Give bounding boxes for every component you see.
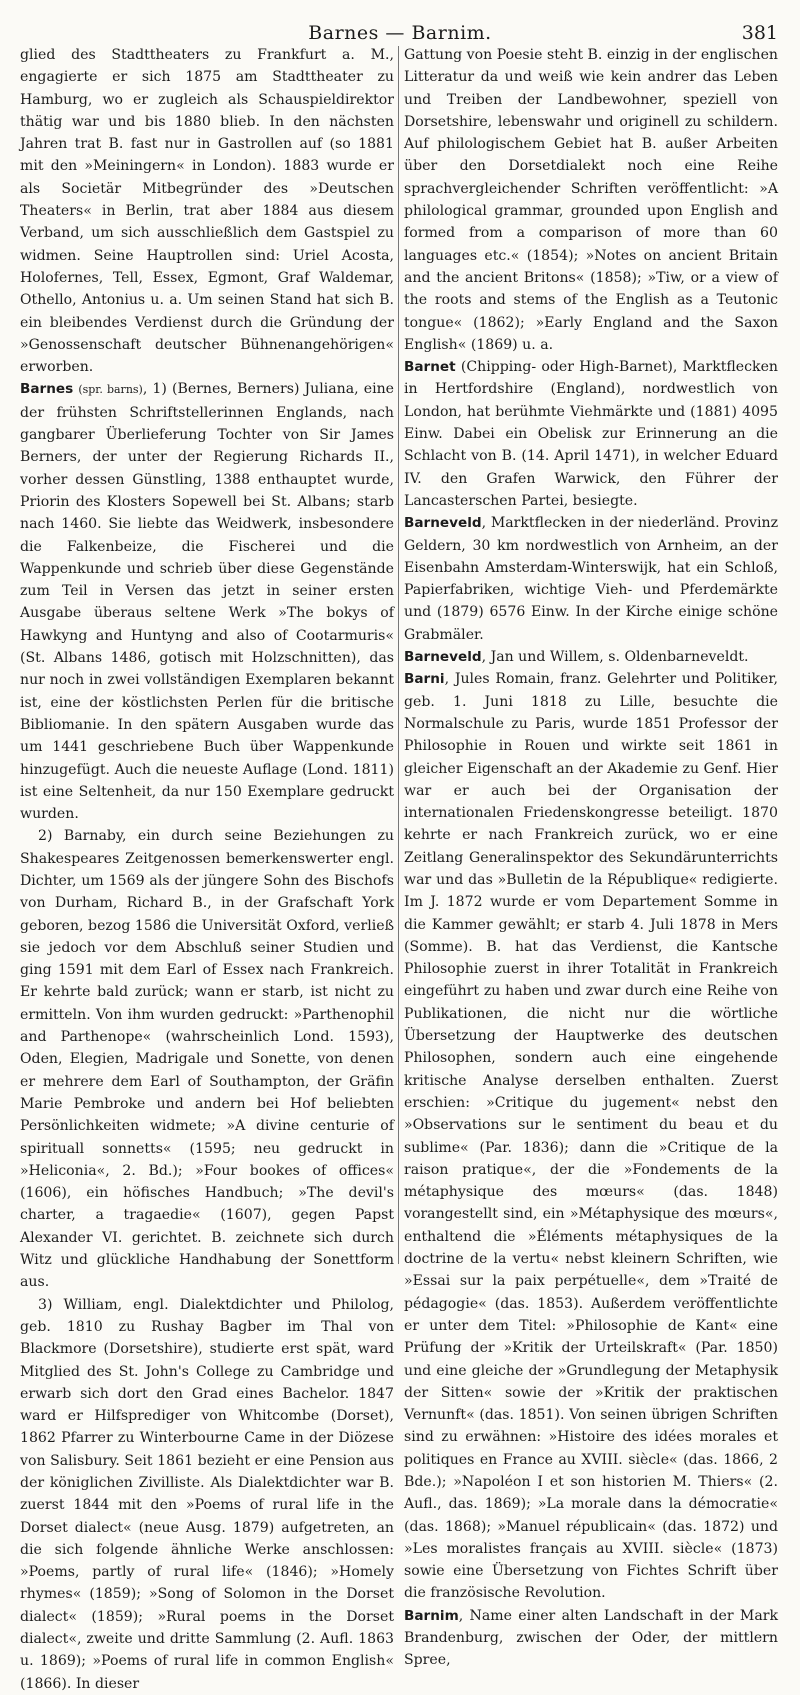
column-divider [398,46,399,1264]
entry-headword: Barnim [404,1607,459,1624]
entry-text: , Jules Romain, franz. Gelehrter und Politiker, geb. 1. Juni 1818 zu Lille, besuchte die Normalschule zu Paris, wurde 1851 Professor der Philosophie in Rouen und wirkte seit 1861 in gleicher Eigenschaft an der Akademie zu Genf. Hier war er auch bei der Organisation der internationalen Friedenskongresse beteiligt. 1870 kehrte er nach Frankreich zurück, wo er eine Zeitlang Generalinspektor des Sekundärunterrichts war und das »Bulletin de la République« redigierte. Im J. 1872 wurde er vom Departement Somme in die Kammer gewählt; er starb 4. Juli 1878 in Mers (Somme). B. hat das Verdienst, die Kantsche Philosophie zuerst in ihrer Totalität in Frankreich eingeführt zu haben und zwar durch eine Reihe von Publikationen, die nicht nur die wörtliche Übersetzung der Hauptwerke des deutschen Philosophen, sondern auch eine eingehende kritische Analyse derselben enthalten. Zuerst erschien: »Critique du jugement« nebst den »Observations sur le sentiment du beau et du sublime« (Par. 1836); dann die »Critique de la raison pratique«, der die »Fondements de la métaphysique des mœurs« (das. 1848) vorangestellt sind, ein »Métaphysique des mœurs«, enthaltend die »Éléments métaphysiques de la doctrine de la vertu« nebst kleinern Schriften, wie »Essai sur la paix perpétuelle«, dem »Traité de pédagogie« (das. 1853). Außerdem veröffentlichte er unter dem Titel: »Philosophie de Kant« eine Prüfung der »Kritik der Urteilskraft« (Par. 1850) und eine gleiche der »Grundlegung der Metaphysik der Sitten« sowie der »Kritik der praktischen Vernunft« (das. 1851). Von seinen übrigen Schriften sind zu erwähnen: »Histoire des idées morales et politiques en France au XVIII. siècle« (das. 1866, 2 Bde.); »Napoléon I et son historien M. Thiers« (2. Aufl., das. 1869); »La morale dans la démocratie« (das. 1868); »Manuel républicain« (das. 1872) und »Les moralistes français au XVIII. siècle« (1873) sowie eine Übersetzung von Fichtes Schrift über die französische Revolution. [404,671,778,1602]
entry-text: , 1) (Bernes, Berners) Juliana, eine der frühsten Schriftstellerinnen Englands, nach gangbarer Überlieferung Tochter von Sir James Berners, der unter der Regierung Richards II., vorher dessen Günstling, 1388 enthauptet wurde, Priorin des Klosters Sopewell bei St. Albans; starb nach 1460. Sie liebte das Weidwerk, insbesondere die Falkenbeize, die Fischerei und die Wappenkunde und schrieb über diese Gegenstände zum Teil in Versen das jetzt in seiner ersten Ausgabe überaus seltene Werk »The bokys of Hawkyng and Huntyng and also of Cootarmuris« (St. Albans 1486, gotisch mit Holzschnitten), das nur noch in zwei vollständigen Exemplaren bekannt ist, eine der köstlichsten Perlen für die britische Bibliomanie. In den spätern Ausgaben wurde das um 1441 geschriebene Buch über Wappenkunde hinzugefügt. Auch die neueste Auflage (Lond. 1811) ist eine Seltenheit, da nur 150 Exemplare gedruckt wurden. [20,381,394,823]
entry-headword: Barneveld [404,649,482,666]
dictionary-entry [404,646,778,668]
entry-text: (Chipping- oder High-Barnet), Marktflecken in Hertfordshire (England), nordwestlich von London, hat berühmte Viehmärkte und (1881) 4095 Einw. Dabei ein Obelisk zur Erinnerung an die Schlacht von B. (14. April 1471), in welcher Eduard IV. den Grafen Warwick, den Führer der Lancasterschen Partei, besiegte. [404,359,778,509]
page-title: Barnes — Barnim. [308,22,492,44]
entry-text: , Name einer alten Landschaft in der Mark Brandenburg, zwischen der Oder, der mittlern Spree, [404,1607,778,1669]
entry-text: , Marktflecken in der niederländ. Provinz Geldern, 30 km nordwestlich von Arnheim, an der Eisenbahn Amsterdam-Winterswijk, hat ein Schloß, Papierfabriken, wichtige Vieh- und Pferdemärkte und (1879) 6576 Einw. In der Kirche einige schöne Grabmäler. [404,515,778,643]
dictionary-entry [404,356,778,512]
entry-text: glied des Stadttheaters zu Frankfurt a. M., engagierte er sich 1875 am Stadttheater zu Hamburg, wo er zugleich als Schauspieldirektor thätig war und bis 1880 blieb. In den nächsten Jahren trat B. fast nur in Gastrollen auf (so 1881 mit den »Meiningern« in London). 1883 wurde er als Societär Mitbegründer des »Deutschen Theaters« in Berlin, trat aber 1884 aus diesem Verband, um sich ausschließlich dem Gastspiel zu widmen. Seine Hauptrollen sind: Uriel Acosta, Holofernes, Tell, Essex, Egmont, Graf Waldemar, Othello, Antonius u. a. Um seinen Stand hat sich B. ein bleibendes Verdienst durch die Gründung der »Genossenschaft deutscher Bühnenangehörigen« erworben. [20,47,394,376]
entry-text: 2) Barnaby, ein durch seine Beziehungen zu Shakespeares Zeitgenossen bemerkenswerter engl. Dichter, um 1569 als der jüngere Sohn des Bischofs von Durham, Richard B., in der Grafschaft York geboren, bezog 1586 die Universität Oxford, verließ sie jedoch vor dem Abschluß seiner Studien und ging 1591 mit dem Earl of Essex nach Frankreich. Er kehrte bald zurück; wann er starb, ist nicht zu ermitteln. Von ihm wurden gedruckt: »Parthenophil and Parthenope« (wahrscheinlich Lond. 1593), Oden, Elegien, Madrigale und Sonette, von denen er mehrere dem Earl of Southampton, der Gräfin Marie Pembroke und andern bei Hof beliebten Persönlichkeiten widmete; »A divine centurie of spirituall sonnetts« (1595; neu gedruckt in »Heliconia«, 2. Bd.); »Four bookes of offices« (1606), ein höfisches Handbuch; »The devil's charter, a tragaedie« (1607), gegen Papst Alexander VI. gerichtet. B. zeichnete sich durch Witz und glückliche Handhabung der Sonettform aus. [20,828,394,1291]
dictionary-entry [404,1605,778,1672]
entry-headword: Barnet [404,359,456,376]
right-column [404,44,778,1672]
entry-headword: Barnes [20,381,74,398]
entry-text: Gattung von Poesie steht B. einzig in der englischen Litteratur da und weiß wie kein andrer das Leben und Treiben der Landbewohner, speziell von Dorsetshire, lebenswahr und originell zu schildern. Auf philologischem Gebiet hat B. außer Arbeiten über den Dorsetdialekt noch eine Reihe sprachvergleichender Schriften veröffentlicht: »A philological grammar, grounded upon English and formed from a comparison of more than 60 languages etc.« (1854); »Notes on ancient Britain and the ancient Britons« (1858); »Tiw, or a view of the roots and stems of the English as a Teutonic tongue« (1862); »Early England and the Saxon English« (1869) u. a. [404,47,778,353]
dictionary-entry [20,378,394,825]
dictionary-entry [404,44,778,356]
entry-headword: Barni [404,671,445,688]
entry-pronunciation: (spr. barns) [78,383,143,397]
entry-text: , Jan und Willem, s. Oldenbarneveldt. [481,649,749,666]
page-number: 381 [741,22,778,44]
dictionary-entry [20,825,394,1293]
dictionary-entry [20,1294,394,1695]
entry-headword: Barneveld [404,515,482,532]
dictionary-entry [20,44,394,378]
entry-text: 3) William, engl. Dialektdichter und Philolog, geb. 1810 zu Rushay Bagber im Thal von Blackmore (Dorsetshire), studierte erst spät, ward Mitglied des St. John's College zu Cambridge und erwarb sich dort den Grad eines Bachelor. 1847 ward er Hilfsprediger von Whitcombe (Dorset), 1862 Pfarrer zu Winterbourne Came in der Diözese von Salisbury. Seit 1861 bezieht er eine Pension aus der königlichen Zivilliste. Als Dialektdichter war B. zuerst 1844 mit den »Poems of rural life in the Dorset dialect« (neue Ausg. 1879) aufgetreten, an die sich folgende ähnliche Werke anschlossen: »Poems, partly of rural life« (1846); »Homely rhymes« (1859); »Song of Solomon in the Dorset dialect« (1859); »Rural poems in the Dorset dialect«, zweite und dritte Sammlung (2. Aufl. 1863 u. 1869); »Poems of rural life in common English« (1866). In dieser [20,1296,394,1692]
dictionary-entry [404,512,778,646]
dictionary-entry [404,668,778,1604]
left-column [20,44,394,1695]
